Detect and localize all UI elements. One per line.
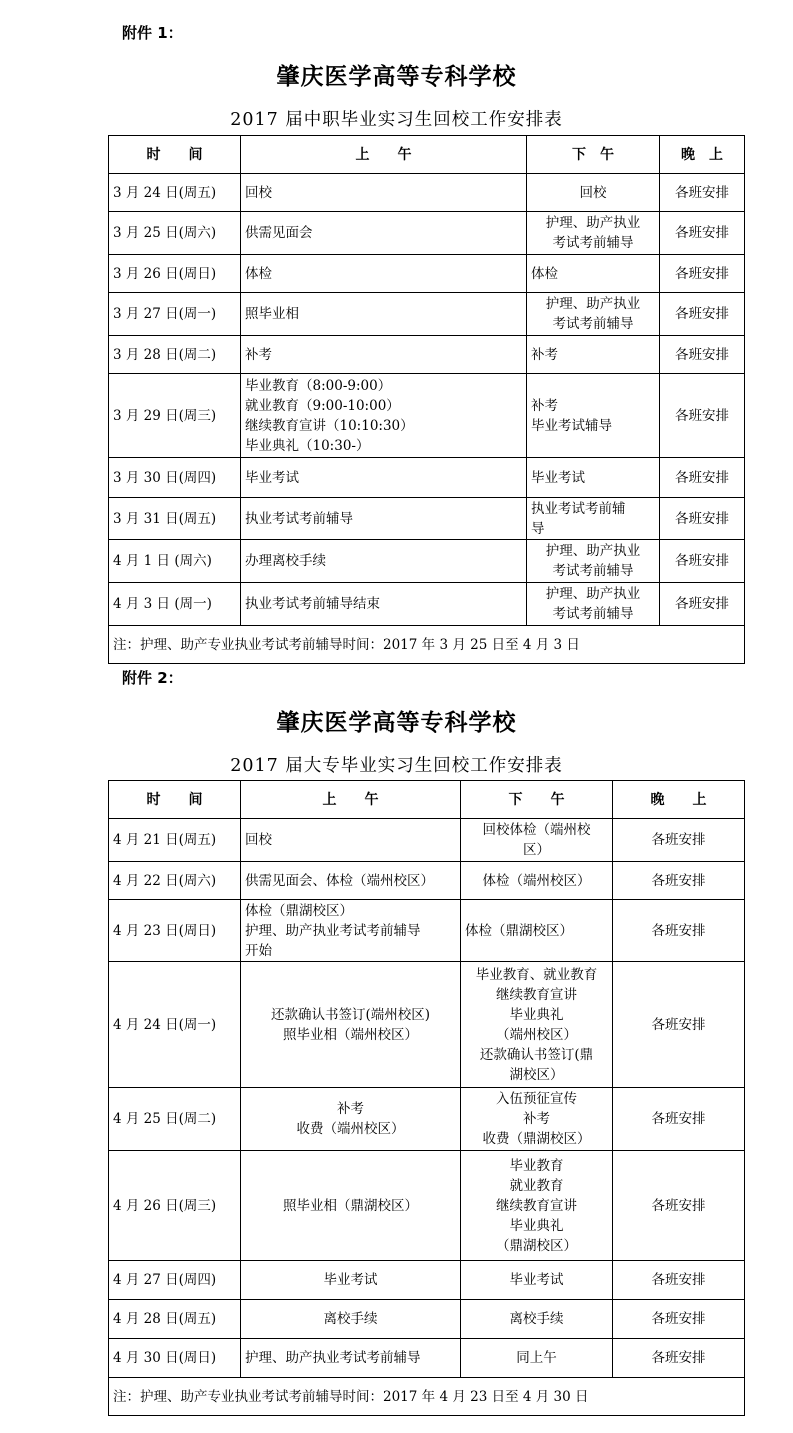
cell-line: 还款确认书签订(鼎 <box>479 1046 594 1063</box>
cell-line: 继续教育宣讲 <box>496 1197 577 1214</box>
evening-cell: 各班安排 <box>660 336 745 374</box>
date-cell: 3 月 25 日(周六) <box>109 212 241 255</box>
evening-cell: 各班安排 <box>613 1151 745 1261</box>
cell-line: 补考 <box>337 1101 364 1117</box>
cell-line: 回校 <box>579 184 607 201</box>
table-row <box>109 1151 745 1261</box>
afternoon-cell <box>461 1151 613 1261</box>
date-cell: 4 月 30 日(周日) <box>109 1339 241 1378</box>
date-cell: 3 月 29 日(周三) <box>109 374 241 458</box>
cell-line: 体检 <box>531 265 558 282</box>
evening-cell: 各班安排 <box>660 174 745 212</box>
afternoon-cell <box>527 374 660 458</box>
header-row <box>109 136 745 174</box>
morning-cell <box>241 900 461 962</box>
afternoon-cell <box>527 583 660 626</box>
morning-cell <box>241 1339 461 1378</box>
cell-line: 照毕业相（端州校区） <box>283 1026 418 1043</box>
school-title-1: 肇庆医学高等专科学校 <box>276 64 517 90</box>
cell-line: 护理、助产执业考试考前辅导 <box>245 1350 421 1366</box>
evening-cell: 各班安排 <box>613 1261 745 1300</box>
evening-cell: 各班安排 <box>660 212 745 255</box>
cell-line: 毕业考试辅导 <box>531 417 612 434</box>
afternoon-cell <box>527 293 660 336</box>
header-row <box>109 781 745 819</box>
cell-line: 护理、助产执业 <box>545 586 641 602</box>
attachment-2-label: 附件 2： <box>122 669 183 687</box>
afternoon-cell <box>527 336 660 374</box>
table-row <box>109 583 745 626</box>
evening-cell: 各班安排 <box>660 498 745 540</box>
table-row <box>109 293 745 336</box>
cell-line: 体检（鼎湖校区） <box>245 902 353 919</box>
date-cell: 4 月 26 日(周三) <box>109 1151 241 1261</box>
morning-cell <box>241 374 527 458</box>
cell-line: 体检（鼎湖校区） <box>465 922 573 939</box>
morning-cell <box>241 1300 461 1339</box>
date-cell: 3 月 27 日(周一) <box>109 293 241 336</box>
cell-line: 收费（鼎湖校区） <box>482 1131 591 1147</box>
cell-line: 补考 <box>523 1111 550 1127</box>
date-cell: 3 月 28 日(周二) <box>109 336 241 374</box>
schedule-table-1 <box>108 135 745 664</box>
cell-line: 入伍预征宣传 <box>496 1091 577 1107</box>
schedule-table-2 <box>108 780 745 1416</box>
table-row <box>109 336 745 374</box>
evening-cell: 各班安排 <box>660 255 745 293</box>
cell-line: 护理、助产执业考试考前辅导 <box>245 922 421 939</box>
date-cell: 3 月 30 日(周四) <box>109 458 241 498</box>
evening-cell: 各班安排 <box>660 540 745 583</box>
table-row <box>109 1088 745 1151</box>
table-row <box>109 458 745 498</box>
cell-line: 继续教育宣讲 <box>496 986 577 1003</box>
date-cell: 4 月 24 日(周一) <box>109 962 241 1088</box>
cell-line: 照毕业相（鼎湖校区） <box>283 1197 418 1214</box>
afternoon-cell <box>461 1261 613 1300</box>
column-header: 时 间 <box>109 136 241 174</box>
cell-line: 补考 <box>531 397 558 414</box>
afternoon-cell <box>527 540 660 583</box>
morning-cell <box>241 174 527 212</box>
cell-line: 毕业教育、就业教育 <box>475 966 598 983</box>
cell-line: 导 <box>531 520 545 537</box>
afternoon-cell <box>527 174 660 212</box>
cell-line: 就业教育 <box>509 1177 564 1194</box>
afternoon-cell <box>461 1300 613 1339</box>
cell-line: 继续教育宣讲（10:10:30） <box>245 417 414 434</box>
cell-line: 考试考前辅导 <box>552 606 634 622</box>
cell-line: 就业教育（9:00-10:00） <box>245 397 400 414</box>
date-cell: 4 月 1 日 (周六) <box>109 540 241 583</box>
cell-line: 区） <box>523 842 550 858</box>
date-cell: 4 月 25 日(周二) <box>109 1088 241 1151</box>
cell-line: 毕业考试 <box>509 1272 564 1288</box>
cell-line: 离校手续 <box>509 1311 564 1327</box>
evening-cell: 各班安排 <box>660 583 745 626</box>
afternoon-cell <box>461 900 613 962</box>
cell-line: 补考 <box>245 346 272 363</box>
cell-line: 回校 <box>245 184 272 201</box>
date-cell: 3 月 26 日(周日) <box>109 255 241 293</box>
cell-line: 供需见面会、体检（端州校区） <box>245 872 434 889</box>
cell-line: 护理、助产执业 <box>545 215 641 231</box>
column-header: 下 午 <box>461 781 613 819</box>
table-row <box>109 374 745 458</box>
afternoon-cell <box>527 498 660 540</box>
afternoon-cell <box>461 819 613 862</box>
table-row <box>109 212 745 255</box>
table-2-subtitle: 2017 届大专毕业实习生回校工作安排表 <box>230 756 563 776</box>
cell-line: （鼎湖校区） <box>496 1237 577 1254</box>
morning-cell <box>241 255 527 293</box>
cell-line: 同上午 <box>516 1350 557 1366</box>
table-row <box>109 255 745 293</box>
cell-line: 供需见面会 <box>245 225 313 241</box>
date-cell: 3 月 31 日(周五) <box>109 498 241 540</box>
evening-cell: 各班安排 <box>613 819 745 862</box>
evening-cell: 各班安排 <box>660 374 745 458</box>
morning-cell <box>241 458 527 498</box>
column-header: 下 午 <box>527 136 660 174</box>
note-row <box>109 626 745 664</box>
cell-line: 毕业考试 <box>531 469 585 486</box>
table-note: 注：护理、助产专业执业考试考前辅导时间：2017 年 4 月 23 日至 4 月 30 日 <box>109 1378 745 1416</box>
table-row <box>109 1339 745 1378</box>
date-cell: 3 月 24 日(周五) <box>109 174 241 212</box>
cell-line: 回校体检（端州校 <box>482 822 591 838</box>
cell-line: 考试考前辅导 <box>552 563 634 579</box>
cell-line: 收费（端州校区） <box>296 1121 405 1137</box>
morning-cell <box>241 498 527 540</box>
evening-cell: 各班安排 <box>660 293 745 336</box>
note-row <box>109 1378 745 1416</box>
date-cell: 4 月 28 日(周五) <box>109 1300 241 1339</box>
date-cell: 4 月 22 日(周六) <box>109 862 241 900</box>
cell-line: 执业考试考前辅导 <box>245 510 353 527</box>
evening-cell: 各班安排 <box>613 1088 745 1151</box>
cell-line: 毕业教育 <box>509 1157 564 1174</box>
date-cell: 4 月 27 日(周四) <box>109 1261 241 1300</box>
table-row <box>109 819 745 862</box>
table-row <box>109 540 745 583</box>
cell-line: 毕业典礼 <box>509 1217 564 1234</box>
morning-cell <box>241 819 461 862</box>
cell-line: 湖校区） <box>509 1066 564 1083</box>
morning-cell <box>241 1088 461 1151</box>
cell-line: 开始 <box>245 942 272 959</box>
column-header: 晚 上 <box>660 136 745 174</box>
attachment-1-label: 附件 1： <box>122 24 183 42</box>
cell-line: 毕业典礼 <box>509 1006 564 1023</box>
table-note: 注：护理、助产专业执业考试考前辅导时间：2017 年 3 月 25 日至 4 月 3 日 <box>109 626 745 664</box>
morning-cell <box>241 1261 461 1300</box>
afternoon-cell <box>461 862 613 900</box>
cell-line: 执业考试考前辅导结束 <box>245 596 380 612</box>
column-header: 时 间 <box>109 781 241 819</box>
cell-line: 毕业考试 <box>245 469 299 486</box>
column-header: 上 午 <box>241 781 461 819</box>
column-header: 晚 上 <box>613 781 745 819</box>
morning-cell <box>241 862 461 900</box>
evening-cell: 各班安排 <box>613 862 745 900</box>
cell-line: （端州校区） <box>496 1026 577 1043</box>
morning-cell <box>241 336 527 374</box>
date-cell: 4 月 23 日(周日) <box>109 900 241 962</box>
table-row <box>109 900 745 962</box>
school-title-2: 肇庆医学高等专科学校 <box>276 710 517 736</box>
table-row <box>109 862 745 900</box>
table-row <box>109 962 745 1088</box>
date-cell: 4 月 3 日 (周一) <box>109 583 241 626</box>
cell-line: 护理、助产执业 <box>545 543 641 559</box>
afternoon-cell <box>527 212 660 255</box>
cell-line: 体检（端州校区） <box>482 872 591 889</box>
table-row <box>109 498 745 540</box>
morning-cell <box>241 293 527 336</box>
cell-line: 执业考试考前辅 <box>531 500 626 517</box>
cell-line: 办理离校手续 <box>245 553 326 569</box>
afternoon-cell <box>461 1088 613 1151</box>
evening-cell: 各班安排 <box>613 1339 745 1378</box>
evening-cell: 各班安排 <box>613 962 745 1088</box>
table-row <box>109 1300 745 1339</box>
morning-cell <box>241 212 527 255</box>
cell-line: 护理、助产执业 <box>545 296 641 312</box>
cell-line: 离校手续 <box>323 1311 378 1327</box>
cell-line: 体检 <box>245 265 272 282</box>
cell-line: 补考 <box>531 346 558 363</box>
morning-cell <box>241 962 461 1088</box>
afternoon-cell <box>461 1339 613 1378</box>
cell-line: 毕业典礼（10:30-） <box>245 437 370 454</box>
date-cell: 4 月 21 日(周五) <box>109 819 241 862</box>
cell-line: 毕业考试 <box>323 1272 378 1288</box>
cell-line: 照毕业相 <box>245 306 299 322</box>
cell-line: 考试考前辅导 <box>552 316 634 332</box>
cell-line: 毕业教育（8:00-9:00） <box>245 377 392 394</box>
morning-cell <box>241 540 527 583</box>
afternoon-cell <box>527 458 660 498</box>
morning-cell <box>241 583 527 626</box>
cell-line: 考试考前辅导 <box>552 235 634 251</box>
afternoon-cell <box>461 962 613 1088</box>
cell-line: 回校 <box>245 832 272 848</box>
table-row <box>109 174 745 212</box>
evening-cell: 各班安排 <box>660 458 745 498</box>
morning-cell <box>241 1151 461 1261</box>
afternoon-cell <box>527 255 660 293</box>
cell-line: 还款确认书签订(端州校区) <box>270 1006 431 1023</box>
evening-cell: 各班安排 <box>613 900 745 962</box>
evening-cell: 各班安排 <box>613 1300 745 1339</box>
table-row <box>109 1261 745 1300</box>
column-header: 上 午 <box>241 136 527 174</box>
table-1-subtitle: 2017 届中职毕业实习生回校工作安排表 <box>230 110 563 130</box>
